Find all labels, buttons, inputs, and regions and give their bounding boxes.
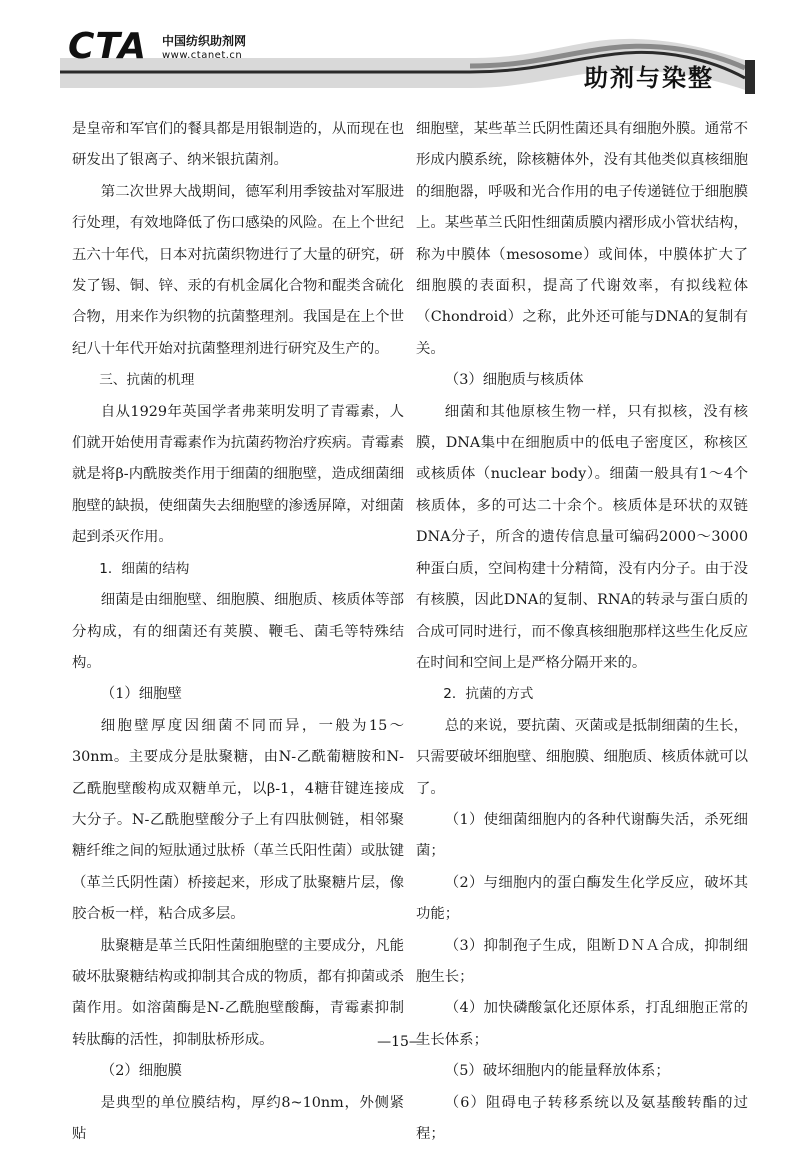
- page-header: [0, 0, 800, 110]
- body-paragraph: 细菌是由细胞壁、细胞膜、细胞质、核质体等部分构成，有的细菌还有荚膜、鞭毛、菌毛等特殊结构。: [72, 592, 404, 671]
- body-paragraph: 是典型的单位膜结构，厚约8~10nm，外侧紧贴: [72, 1094, 404, 1142]
- page-number: —15—: [377, 1034, 423, 1050]
- section-heading: 三、抗菌的机理: [99, 372, 195, 389]
- section-heading: 2．抗菌的方式: [443, 686, 534, 703]
- body-paragraph: （5）破坏细胞内的能量释放体系；: [444, 1063, 670, 1080]
- body-paragraph: （3）抑制孢子生成，阻断ＤＮＡ合成，抑制细胞生长；: [416, 937, 748, 985]
- cta-logo: CTA: [68, 26, 148, 67]
- body-paragraph: （2）细胞膜: [100, 1063, 182, 1080]
- body-paragraph: 细胞壁厚度因细菌不同而异，一般为15～30nm。主要成分是肽聚糖，由N-乙酰葡糖胺和N-乙酰胞壁酸构成双糖单元，以β-1，4糖苷键连接成大分子。N-乙酰胞壁酸分子上有四肽侧链，相邻聚糖纤维之间的短肽通过肽桥（革兰氏阳性菌）或肽键（革兰氏阴性菌）桥接起来，形成了肽聚糖片层，像胶合板一样，粘合成多层。: [72, 717, 404, 923]
- right-column: [416, 114, 748, 1150]
- body-paragraph: 自从1929年英国学者弗莱明发明了青霉素，人们就开始使用青霉素作为抗菌药物治疗疾病。青霉素就是将β-内酰胺类作用于细菌的细胞壁，造成细菌细胞壁的缺损，使细菌失去细胞壁的渗透屏障，对细菌起到杀灭作用。: [72, 403, 404, 546]
- body-paragraph: 总的来说，要抗菌、灭菌或是抵制细菌的生长，只需要破坏细胞壁、细胞膜、细胞质、核质体就可以了。: [416, 717, 748, 797]
- body-paragraph: 细胞壁，某些革兰氏阴性菌还具有细胞外膜。通常不形成内膜系统，除核糖体外，没有其他类似真核细胞的细胞器，呼吸和光合作用的电子传递链位于细胞膜上。某些革兰氏阳性细菌质膜内褶形成小管状结构，称为中膜体（mesosome）或间体，中膜体扩大了细胞膜的表面积，提高了代谢效率，有拟线粒体（Chondroid）之称，此外还可能与DNA的复制有关。: [416, 121, 748, 357]
- body-paragraph: （3）细胞质与核质体: [444, 372, 584, 389]
- section-title: 助剂与染整: [584, 64, 714, 92]
- section-heading: 1．细菌的结构: [99, 560, 190, 577]
- body-paragraph: （1）细胞壁: [100, 686, 182, 703]
- body-paragraph: （1）使细菌细胞内的各种代谢酶失活，杀死细菌；: [416, 811, 748, 860]
- body-paragraph: 肽聚糖是革兰氏阳性菌细胞壁的主要成分，凡能破坏肽聚糖结构或抑制其合成的物质，都有抑菌或杀菌作用。如溶菌酶是N-乙酰胞壁酸酶，青霉素抑制转肽酶的活性，抑制肽桥形成。: [72, 937, 404, 1048]
- site-url: www.ctanet.cn: [162, 50, 243, 61]
- body-paragraph: 细菌和其他原核生物一样，只有拟核，没有核膜，DNA集中在细胞质中的低电子密度区，称核区或核质体（nuclear body）。细菌一般具有1～4个核质体，多的可达二十余个。核质体是环状的双链DNA分子，所含的遗传信息量可编码2000～3000种蛋白质，空间构建十分精简，没有内分子。由于没有核膜，因此DNA的复制、RNA的转录与蛋白质的合成可同时进行，而不像真核细胞那样这些生化反应在时间和空间上是严格分隔开来的。: [416, 403, 748, 671]
- left-column: [72, 114, 404, 1150]
- body-paragraph: 第二次世界大战期间，德军利用季铵盐对军服进行处理，有效地降低了伤口感染的风险。在上个世纪五六十年代，日本对抗菌织物进行了大量的研究，研发了锡、铜、锌、汞的有机金属化合物和醌类含硫化合物，用来作为织物的抗菌整理剂。我国是在上个世纪八十年代开始对抗菌整理剂进行研究及生产的。: [72, 183, 404, 357]
- site-name: 中国纺织助剂网: [162, 34, 247, 48]
- body-paragraph: （6）阻碍电子转移系统以及氨基酸转酯的过程；: [416, 1094, 748, 1142]
- body-paragraph: （4）加快磷酸氯化还原体系，打乱细胞正常的生长体系；: [416, 1000, 748, 1048]
- body-paragraph: （2）与细胞内的蛋白酶发生化学反应，破坏其功能；: [416, 874, 748, 923]
- body-paragraph: 是皇帝和军官们的餐具都是用银制造的，从而现在也研发出了银离子、纳米银抗菌剂。: [72, 121, 404, 169]
